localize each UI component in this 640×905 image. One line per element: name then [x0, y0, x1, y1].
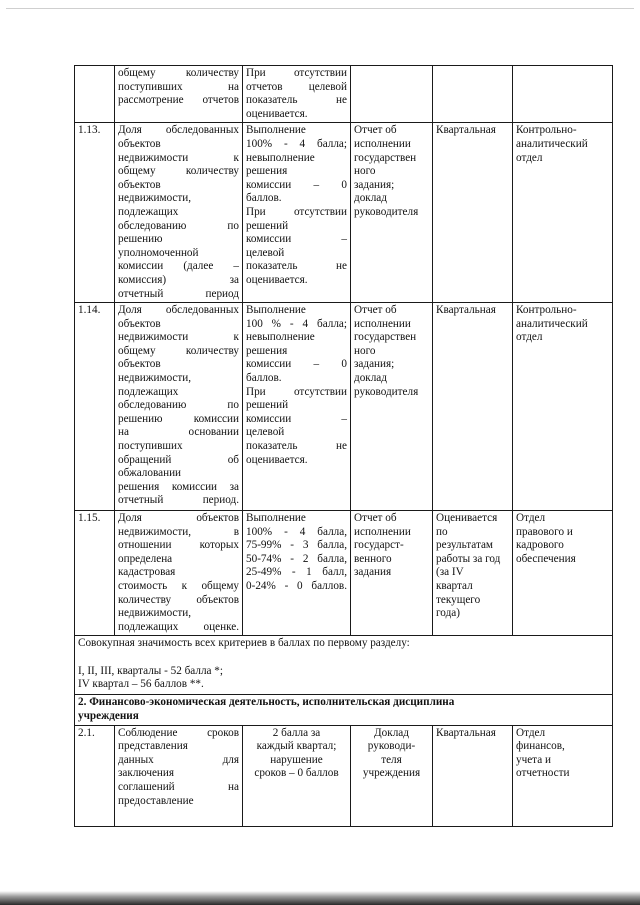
criterion-cell: Доля объектов недвижимости, в отношении которых определена кадастровая стоимость к общему количеству объектов недвижимости, подлежащих оценке. — [115, 511, 243, 636]
criterion-cell: Доля обследованных объектов недвижимости к общему количеству объектов недвижимости, подлежащих обследованию по решению уполномоченной комиссии (далее – комиссия) за отчетный период — [115, 123, 243, 303]
row-number: 1.15. — [75, 511, 115, 636]
row-number: 2.1. — [75, 725, 115, 826]
source-cell: Доклад руководи- теля учреждения — [351, 725, 433, 826]
summary-cell: Совокупная значимость всех критериев в баллах по первому разделу: I, II, III, кварталы - 52 балла *; IV квартал – 56 баллов **. — [75, 636, 613, 695]
evaluation-cell: Выполнение 100% - 4 балла; невыполнение решения комиссии – 0 баллов. При отсутствии решений комиссии – целевой показатель не оценивается. — [243, 123, 351, 303]
responsible-cell: Контрольно- аналитический отдел — [513, 123, 613, 303]
scan-edge-top — [6, 8, 634, 9]
summary-row — [75, 636, 613, 695]
responsible-cell: Отдел правового и кадрового обеспечения — [513, 511, 613, 636]
periodicity-cell — [433, 66, 513, 123]
responsible-cell: Контрольно- аналитический отдел — [513, 303, 613, 511]
criterion-cell: Доля обследованных объектов недвижимости к общему количеству объектов недвижимости, подлежащих обследованию по решению комиссии на основании поступивших обращений об обжаловании решения комиссии за отчетный период. — [115, 303, 243, 511]
evaluation-cell: При отсутствии отчетов целевой показатель не оценивается. — [243, 66, 351, 123]
periodicity-cell: Квартальная — [433, 725, 513, 826]
evaluation-cell: Выполнение 100% - 4 балла, 75-99% - 3 балла, 50-74% - 2 балла, 25-49% - 1 балл, 0-24% - 0 баллов. — [243, 511, 351, 636]
periodicity-cell: Квартальная — [433, 123, 513, 303]
source-cell: Отчет об исполнении государствен ного задания; доклад руководителя — [351, 303, 433, 511]
criterion-cell: Соблюдение сроков представления данных для заключения соглашений на предоставление — [115, 725, 243, 826]
periodicity-cell: Оценивается по результатам работы за год (за IV квартал текущего года) — [433, 511, 513, 636]
table-row — [75, 511, 613, 636]
source-cell: Отчет об исполнении государствен ного задания; доклад руководителя — [351, 123, 433, 303]
evaluation-cell: 2 балла за каждый квартал; нарушение сроков – 0 баллов — [243, 725, 351, 826]
row-number: 1.14. — [75, 303, 115, 511]
criterion-cell: общему количеству поступивших на рассмотрение отчетов — [115, 66, 243, 123]
section-2-heading: 2. Финансово-экономическая деятельность, исполнительская дисциплина учреждения — [75, 695, 613, 725]
section-heading-row — [75, 695, 613, 725]
periodicity-cell: Квартальная — [433, 303, 513, 511]
evaluation-cell: Выполнение 100 % - 4 балла; невыполнение решения комиссии – 0 баллов. При отсутствии решений комиссии – целевой показатель не оценивается. — [243, 303, 351, 511]
responsible-cell: Отдел финансов, учета и отчетности — [513, 725, 613, 826]
criteria-table — [74, 65, 613, 827]
source-cell — [351, 66, 433, 123]
source-cell: Отчет об исполнении государст- венного задания — [351, 511, 433, 636]
row-number — [75, 66, 115, 123]
table-row — [75, 725, 613, 826]
row-number: 1.13. — [75, 123, 115, 303]
table-row — [75, 123, 613, 303]
responsible-cell — [513, 66, 613, 123]
scan-edge-bottom — [0, 891, 640, 905]
table-row — [75, 303, 613, 511]
table-row — [75, 66, 613, 123]
